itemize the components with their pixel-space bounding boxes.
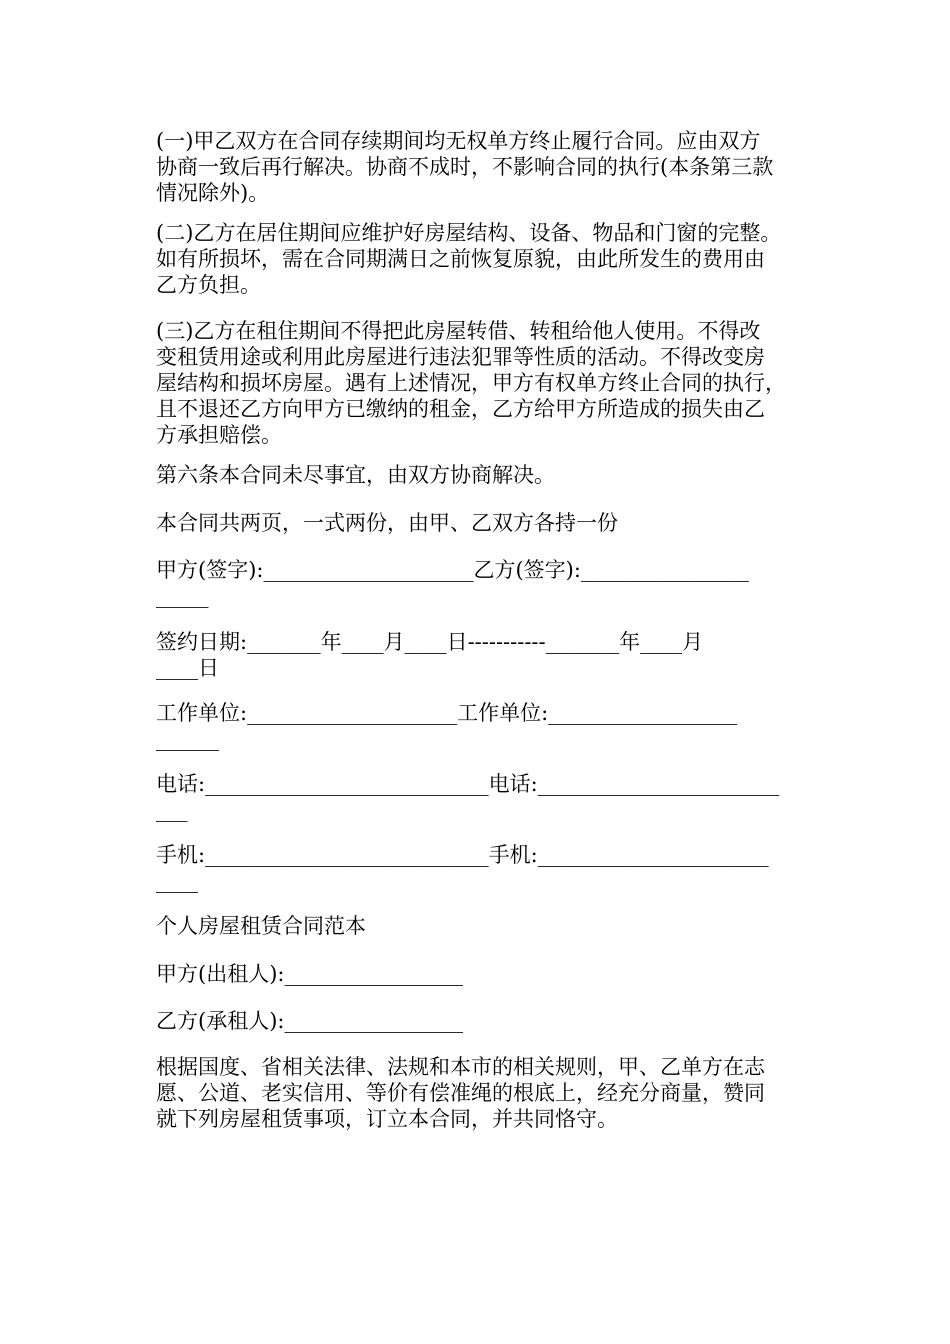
landlord-line: 甲方(出租人):_________________: [156, 962, 463, 986]
phone-line: 电话:___________________________电话:_______________________ ___: [156, 772, 780, 822]
signing-date-line: 签约日期:_______年____月____日-----------_______年____月 ____日: [156, 630, 704, 680]
copies-paragraph: 本合同共两页，一式两份，由甲、乙双方各持一份: [156, 511, 618, 535]
clause-three-paragraph: (三)乙方在租住期间不得把此房屋转借、转租给他人使用。不得改 变租赁用途或利用此房屋进行违法犯罪等性质的活动。不得改变房 屋结构和损坏房屋。遇有上述情况，甲方有权单方终止合同的执行， 且不退还乙方向甲方已缴纳的租金，乙方给甲方所造成的损失由乙 方承担赔偿。: [156, 319, 786, 447]
mobile-line: 手机:___________________________手机:______________________ ____: [156, 843, 769, 893]
work-unit-line: 工作单位:____________________工作单位:__________________ ______: [156, 701, 738, 751]
tenant-line: 乙方(承租人):_________________: [156, 1009, 463, 1033]
preamble-paragraph: 根据国度、省相关法律、法规和本市的相关规则，甲、乙单方在志 愿、公道、老实信用、等价有偿准绳的根底上，经充分商量，赞同 就下列房屋租赁事项，订立本合同，并共同恪守。: [156, 1055, 765, 1131]
signature-line: 甲方(签字):____________________乙方(签字):________________ _____: [156, 558, 749, 608]
clause-two-paragraph: (二)乙方在居住期间应维护好房屋结构、设备、物品和门窗的完整。 如有所损坏，需在合同期满日之前恢复原貌，由此所发生的费用由 乙方负担。: [156, 221, 782, 297]
contract-title: 个人房屋租赁合同范本: [156, 914, 366, 938]
article-six-paragraph: 第六条本合同未尽事宜，由双方协商解决。: [156, 463, 555, 487]
clause-one-paragraph: (一)甲乙双方在合同存续期间均无权单方终止履行合同。应由双方 协商一致后再行解决。协商不成时，不影响合同的执行(本条第三款 情况除外)。: [156, 129, 774, 205]
